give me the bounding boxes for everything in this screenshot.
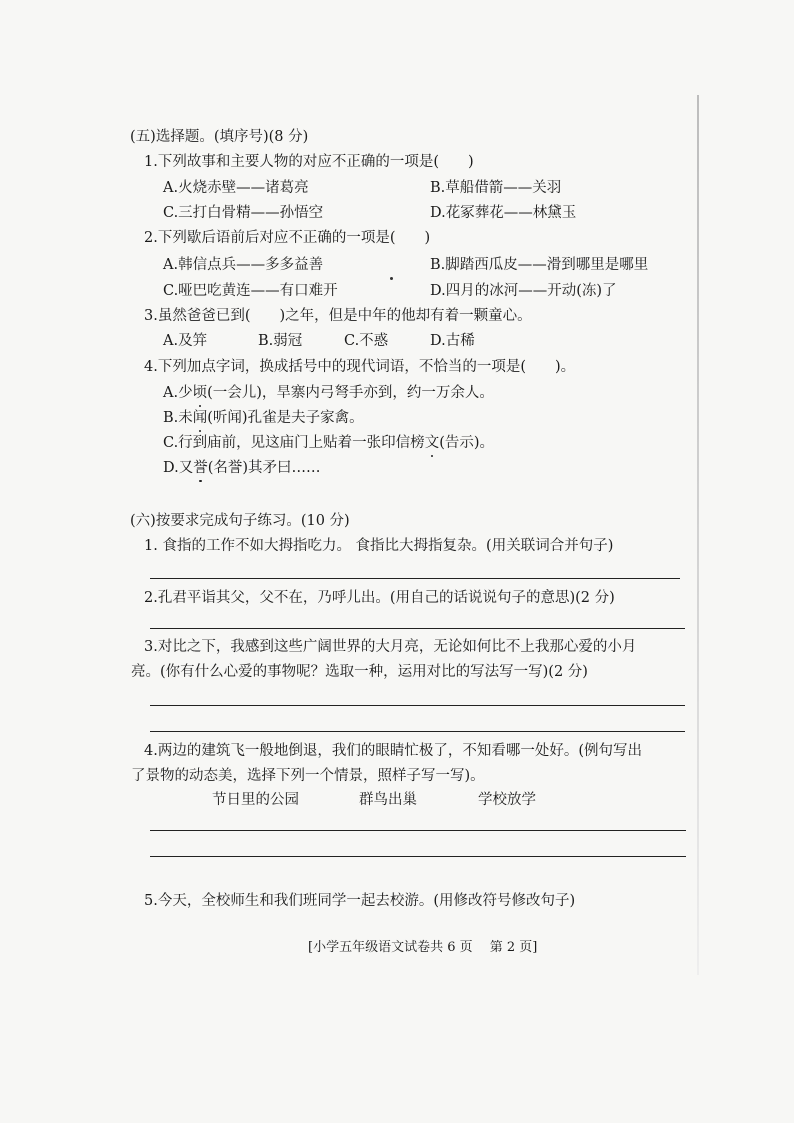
q5-3-option-b: B.弱冠: [258, 333, 303, 349]
q5-4-option-d: [163, 458, 321, 478]
q6-4-scene-option: 学校放学: [478, 792, 536, 808]
q5-4-d-suffix: (名誉)其矛曰……: [207, 460, 321, 476]
q5-4-b-dotted-char: 闻: [192, 410, 208, 426]
q5-3-option-d: D.古稀: [430, 333, 475, 349]
q6-4-answer-line-2[interactable]: [150, 856, 686, 857]
paper-edge-shadow: [697, 95, 699, 975]
q6-4-answer-line-1[interactable]: [150, 830, 686, 831]
q5-1-stem: 1.下列故事和主要人物的对应不正确的一项是( ): [144, 154, 474, 170]
section6-header: (六)按要求完成句子练习。(10 分): [130, 513, 350, 529]
q5-4-option-b: [163, 408, 364, 428]
q5-4-b-prefix: B.未: [163, 410, 193, 426]
q5-4-b-suffix: (听闻)孔雀是夫子家禽。: [207, 410, 364, 426]
q6-3-answer-line-1[interactable]: [150, 705, 685, 706]
q5-4-c-prefix: C.行到庙前，见这庙门上贴着一张印信榜: [163, 435, 425, 451]
q6-4-scene-option: 节日里的公园: [212, 792, 299, 808]
q6-2-answer-line[interactable]: [150, 628, 685, 629]
q6-5-prompt: 5.今天，全校师生和我们班同学一起去校游。(用修改符号修改句子): [144, 893, 576, 909]
page-footer: [小学五年级语文试卷共 6 页 第 2 页]: [308, 940, 538, 955]
q6-4-prompt-line2: 了景物的动态美，选择下列一个情景，照样子写一写)。: [131, 768, 485, 784]
q5-2-option-d: D.四月的冰河——开动(冻)了: [430, 283, 617, 299]
q6-3-answer-line-2[interactable]: [150, 731, 685, 732]
ink-speck: [390, 277, 393, 280]
q5-4-option-c: [163, 433, 494, 453]
q5-4-a-prefix: A.少: [163, 385, 193, 401]
q6-4-prompt-line1: 4.两边的建筑飞一般地倒退，我们的眼睛忙极了，不知看哪一处好。(例句写出: [144, 743, 642, 759]
q5-2-option-c: C.哑巴吃黄连——有口难开: [163, 283, 338, 299]
q6-2-prompt: 2.孔君平诣其父，父不在，乃呼儿出。(用自己的话说说句子的意思)(2 分): [144, 590, 615, 606]
q5-4-d-prefix: D.又: [163, 460, 194, 476]
q6-1-answer-line[interactable]: [150, 578, 680, 579]
q5-2-option-a: A.韩信点兵——多多益善: [163, 257, 324, 273]
q5-3-stem: 3.虽然爸爸已到( )之年，但是中年的他却有着一颗童心。: [144, 308, 532, 324]
q5-3-option-c: C.不惑: [344, 333, 389, 349]
q6-4-scene-option: 群鸟出巢: [359, 792, 417, 808]
q5-3-option-a: A.及笄: [163, 333, 208, 349]
q5-4-a-suffix: (一会儿)，旱寨内弓弩手亦到，约一万余人。: [207, 385, 494, 401]
q5-4-a-dotted-char: 顷: [192, 385, 208, 401]
q5-4-option-a: [163, 383, 494, 403]
q5-2-stem: 2.下列歇后语前后对应不正确的一项是( ): [144, 230, 431, 246]
q5-4-d-dotted-char: 誉: [193, 460, 208, 476]
q5-1-option-b: B.草船借箭——关羽: [430, 180, 562, 196]
q5-4-c-dotted-char: 文: [424, 435, 440, 451]
q5-1-option-d: D.花冢葬花——林黛玉: [430, 205, 577, 221]
q6-3-prompt-line2: 亮。(你有什么心爱的事物呢？选取一种，运用对比的写法写一写)(2 分): [131, 664, 588, 680]
q5-4-stem: 4.下列加点字词，换成括号中的现代词语，不恰当的一项是( )。: [144, 359, 576, 375]
q5-1-option-a: A.火烧赤壁——诸葛亮: [163, 180, 309, 196]
q5-4-c-suffix: (告示)。: [439, 435, 495, 451]
q6-1-prompt: 1. 食指的工作不如大拇指吃力。 食指比大拇指复杂。(用关联词合并句子): [144, 538, 614, 554]
q6-3-prompt-line1: 3.对比之下，我感到这些广阔世界的大月亮，无论如何比不上我那心爱的小月: [144, 639, 637, 655]
section5-header: (五)选择题。(填序号)(8 分): [130, 129, 309, 145]
q5-2-option-b: B.脚踏西瓜皮——滑到哪里是哪里: [430, 257, 649, 273]
q5-1-option-c: C.三打白骨精——孙悟空: [163, 205, 324, 221]
